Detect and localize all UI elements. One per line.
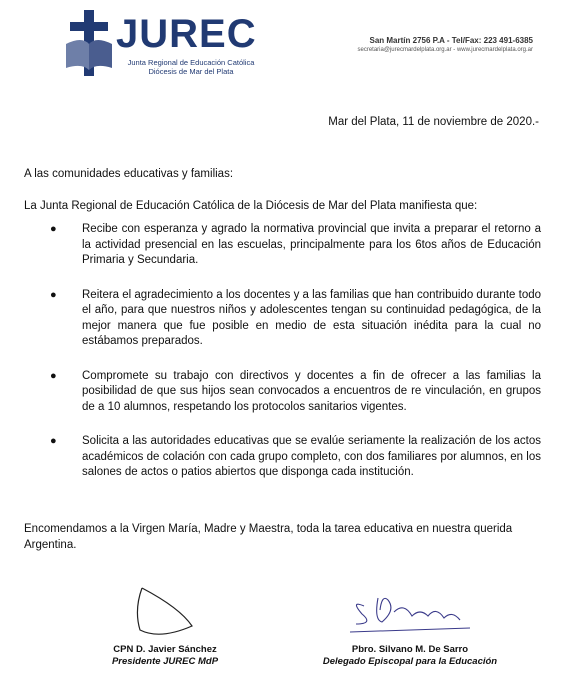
signature-left-mark	[120, 580, 210, 642]
letter-greeting: A las comunidades educativas y familias:	[24, 168, 234, 180]
signatory-right-name: Pbro. Silvano M. De Sarro	[351, 644, 469, 655]
point-text: Reitera el agradecimiento a los docentes y a las familias que han contribuido durante todo el año, para que nuestros niños y adolescentes tengan su continuidad pedagógica, de la mejor manera que fue posible en medio de esta situación inédita para la cual no estábamos preparados.	[82, 288, 542, 347]
signatory-left-name: CPN D. Javier Sánchez	[113, 644, 217, 655]
contact-address: San Martín 2756 P.A - Tel/Fax: 223 491-6385	[369, 36, 533, 45]
logo-subtitle	[116, 58, 266, 76]
bullet-icon: ●	[50, 369, 57, 382]
contact-email-web: secretaria@jurecmardelplata.org.ar - www.jurecmardelplata.org.ar	[357, 47, 533, 53]
points-list	[48, 222, 541, 500]
logo-subtitle-line2: Diócesis de Mar del Plata	[148, 67, 234, 76]
logo-subtitle-line1: Junta Regional de Educación Católica	[127, 58, 255, 67]
contact-info	[358, 36, 534, 54]
list-item	[48, 369, 541, 416]
signatory-left-role: Presidente JUREC MdP	[111, 656, 219, 667]
cross-book-icon	[62, 8, 122, 78]
jurec-logo	[62, 8, 262, 86]
list-item	[48, 288, 541, 350]
bullet-icon: ●	[50, 435, 57, 447]
letter-intro: La Junta Regional de Educación Católica de la Diócesis de Mar del Plata manifiesta que:	[24, 200, 478, 212]
signature-right-mark	[330, 580, 490, 642]
letter-date: Mar del Plata, 11 de noviembre de 2020.-	[328, 116, 539, 128]
letter-closing: Encomendamos a la Virgen María, Madre y Maestra, toda la tarea educativa en nuestra querida Argentina.	[24, 523, 513, 551]
logo-wordmark: JUREC	[116, 12, 257, 56]
point-text: Solicita a las autoridades educativas que se evalúe seriamente la realización de los actos académicos de colación con cada grupo completo, con dos familiares por alumnos, en los salones de actos o patios abiertos que disponga cada institución.	[82, 435, 541, 478]
signature-block-left	[80, 580, 250, 668]
list-item	[48, 434, 541, 481]
point-text: Recibe con esperanza y agrado la normativa provincial que invita a preparar el retorno a la actividad presencial en las escuelas, principalmente para los 6tos años de Educación Primaria y Secundaria.	[82, 223, 541, 266]
list-item	[48, 222, 541, 269]
signature-block-right	[300, 580, 520, 668]
point-text: Compromete su trabajo con directivos y docentes a fin de ofrecer a las familias la posibilidad de que sus hijos sean convocados a encuentros de re vinculación, en grupos de a 10 alumnos, respetando los protocolos sanitarios vigentes.	[82, 369, 541, 413]
bullet-icon: ●	[50, 288, 57, 301]
signatory-right-role: Delegado Episcopal para la Educación	[322, 656, 498, 667]
bullet-icon: ●	[50, 223, 57, 235]
